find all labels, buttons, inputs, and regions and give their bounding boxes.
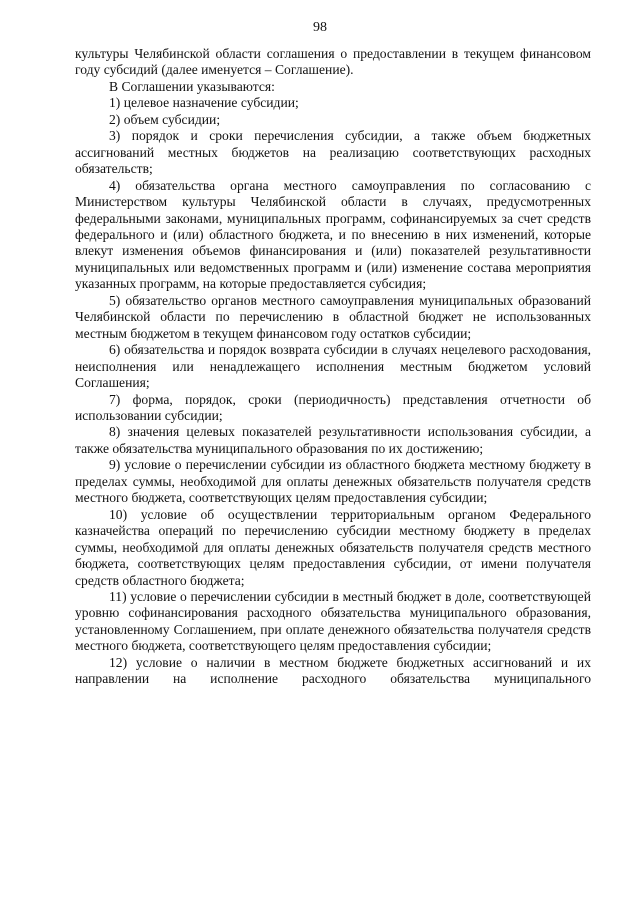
list-item: 10) условие об осуществлении территориальным органом Федерального казначейства операций по перечислению субсидии местному бюджету в пределах суммы, необходимой для оплаты денежных обязательств получателя средств местного бюджета, соответствующих целям предоставления субсидии, от имени получателя средств областного бюджета;: [75, 506, 591, 588]
list-item: 5) обязательство органов местного самоуправления муниципальных образований Челябинской области по перечислению в областной бюджет не использованных местным бюджетом в текущем финансовом году остатков субсидии;: [75, 292, 591, 341]
list-item: 1) целевое назначение субсидии;: [109, 95, 299, 111]
list-item: 11) условие о перечислении субсидии в местный бюджет в доле, соответствующей уровню софинансирования расходного обязательства муниципального образования, установленному Соглашением, при оплате денежного обязательства получателя средств местного бюджета, соответствующего целям предоставления субсидии;: [75, 588, 591, 654]
list-item: 2) объем субсидии;: [109, 111, 221, 127]
list-item: 6) обязательства и порядок возврата субсидии в случаях нецелевого расходования, неисполнения или ненадлежащего исполнения местным бюджетом условий Соглашения;: [75, 342, 591, 391]
document-text: [75, 46, 591, 688]
paragraph-intro: В Соглашении указываются:: [109, 78, 275, 94]
list-item: 3) порядок и сроки перечисления субсидии, а также объем бюджетных ассигнований местных бюджетов на реализацию соответствующих расходных обязательств;: [75, 128, 591, 177]
page-number: 98: [313, 20, 327, 35]
list-item-continued: 12) условие о наличии в местном бюджете бюджетных ассигнований и их направлении на исполнение расходного обязательства муниципального: [75, 654, 591, 687]
list-item: 7) форма, порядок, сроки (периодичность) представления отчетности об использовании субсидии;: [75, 391, 591, 423]
list-item: 9) условие о перечислении субсидии из областного бюджета местному бюджету в пределах суммы, необходимой для оплаты денежных обязательств получателя средств местного бюджета, соответствующих целям предоставления субсидии;: [75, 457, 591, 506]
list-item: 8) значения целевых показателей результативности использования субсидии, а также обязательства муниципального образования по их достижению;: [75, 424, 591, 456]
paragraph-continuation: культуры Челябинской области соглашения о предоставлении в текущем финансовом году субсидий (далее именуется – Соглашение).: [75, 46, 591, 78]
list-item: 4) обязательства органа местного самоуправления по согласованию с Министерством культуры Челябинской области в случаях, предусмотренных федеральными законами, муниципальных программ, софинансируемых за счет средств федерального и (или) областного бюджета, и по внесению в них изменений, которые влекут изменения объемов финансирования и (или) показателей результативности муниципальных или ведомственных программ и (или) изменение состава мероприятия указанных программ, на которые предоставляется субсидия;: [75, 177, 591, 292]
